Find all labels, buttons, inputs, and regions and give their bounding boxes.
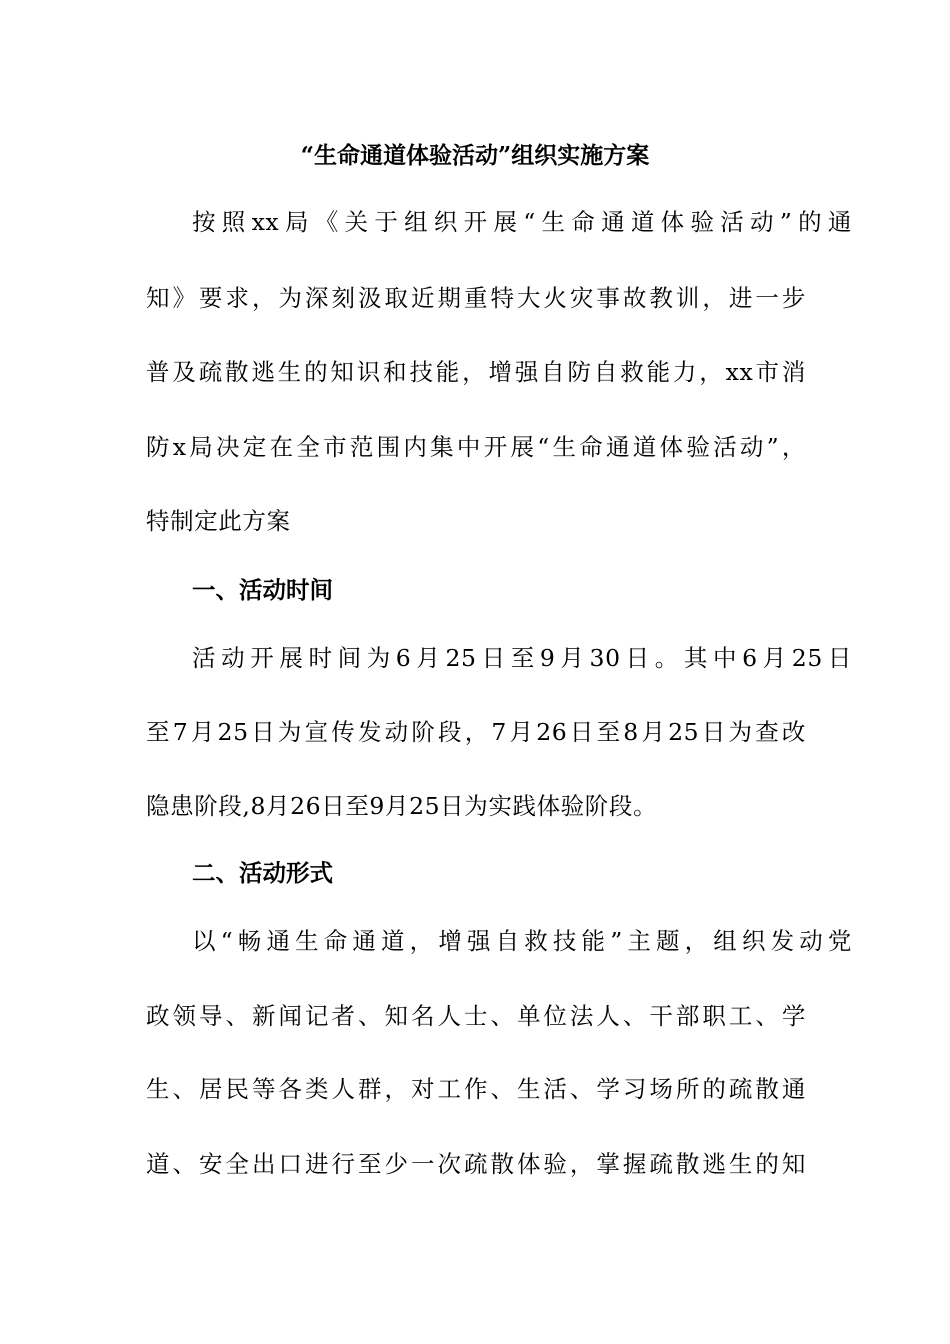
paragraph-line: 至7月25日为宣传发动阶段，7月26日至8月25日为查改 bbox=[146, 718, 806, 746]
paragraph-line: 知》要求，为深刻汲取近期重特大火灾事故教训，进一步 bbox=[146, 284, 806, 312]
section-heading-time: 一、活动时间 bbox=[192, 576, 333, 604]
paragraph-line: 政领导、新闻记者、知名人士、单位法人、干部职工、学 bbox=[146, 1002, 806, 1030]
paragraph-line: 防x局决定在全市范围内集中开展“生命通道体验活动”， bbox=[146, 433, 806, 461]
paragraph-line: 普及疏散逃生的知识和技能，增强自防自救能力，xx市消 bbox=[146, 358, 806, 386]
paragraph-line: 道、安全出口进行至少一次疏散体验，掌握疏散逃生的知 bbox=[146, 1150, 806, 1178]
paragraph-line: 以“畅通生命通道，增强自救技能”主题，组织发动党 bbox=[192, 927, 852, 955]
paragraph-line: 活动开展时间为6月25日至9月30日。其中6月25日 bbox=[192, 644, 852, 672]
document-title: “生命通道体验活动”组织实施方案 bbox=[300, 142, 650, 169]
paragraph-line: 生、居民等各类人群，对工作、生活、学习场所的疏散通 bbox=[146, 1075, 806, 1103]
paragraph-line: 特制定此方案 bbox=[146, 507, 291, 535]
paragraph-line: 隐患阶段,8月26日至9月25日为实践体验阶段。 bbox=[146, 792, 658, 820]
section-heading-form: 二、活动形式 bbox=[192, 859, 333, 887]
paragraph-line: 按照xx局《关于组织开展“生命通道体验活动”的通 bbox=[192, 208, 852, 236]
